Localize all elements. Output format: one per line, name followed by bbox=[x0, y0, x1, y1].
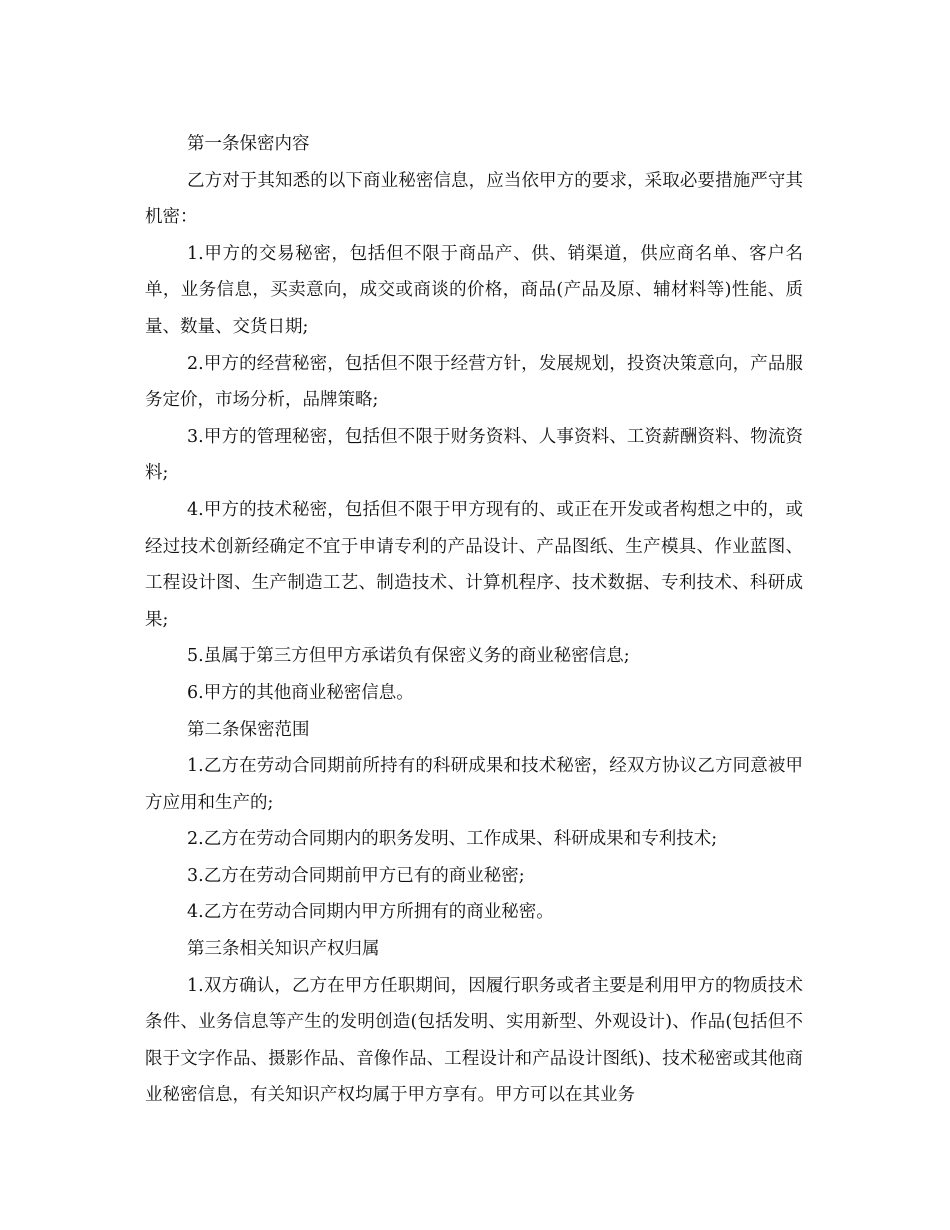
list-item: 3.甲方的管理秘密，包括但不限于财务资料、人事资料、工资薪酬资料、物流资料; bbox=[145, 426, 803, 484]
list-item: 4.乙方在劳动合同期内甲方所拥有的商业秘密。 bbox=[187, 902, 554, 923]
list-item: 6.甲方的其他商业秘密信息。 bbox=[187, 682, 414, 703]
list-item: 1.甲方的交易秘密，包括但不限于商品产、供、销渠道，供应商名单、客户名单，业务信息，买卖意向，成交或商谈的价格，商品(产品及原、辅材料等)性能、质量、数量、交货日期; bbox=[145, 243, 803, 337]
document-body bbox=[145, 126, 803, 1114]
section-heading-3: 第三条相关知识产权归属 bbox=[187, 939, 380, 960]
list-item: 4.甲方的技术秘密，包括但不限于甲方现有的、或正在开发或者构想之中的，或经过技术创新经确定不宜于申请专利的产品设计、产品图纸、生产模具、作业蓝图、工程设计图、生产制造工艺、制造技术、计算机程序、技术数据、专利技术、科研成果; bbox=[145, 499, 803, 630]
list-item: 2.乙方在劳动合同期内的职务发明、工作成果、科研成果和专利技术; bbox=[187, 829, 718, 850]
section-heading-2: 第二条保密范围 bbox=[187, 719, 310, 740]
list-item: 1.乙方在劳动合同期前所持有的科研成果和技术秘密，经双方协议乙方同意被甲方应用和生产的; bbox=[145, 756, 803, 813]
list-item: 5.虽属于第三方但甲方承诺负有保密义务的商业秘密信息; bbox=[187, 646, 630, 667]
list-item: 1.双方确认，乙方在甲方任职期间，因履行职务或者主要是利用甲方的物质技术条件、业务信息等产生的发明创造(包括发明、实用新型、外观设计)、作品(包括但不限于文字作品、摄影作品、音像作品、工程设计和产品设计图纸)、技术秘密或其他商业秘密信息，有关知识产权均属于甲方享有。甲方可以在其业务 bbox=[145, 975, 803, 1106]
list-item: 3.乙方在劳动合同期前甲方已有的商业秘密; bbox=[187, 865, 525, 886]
paragraph: 乙方对于其知悉的以下商业秘密信息，应当依甲方的要求，采取必要措施严守其机密： bbox=[145, 170, 803, 228]
section-heading-1: 第一条保密内容 bbox=[187, 134, 310, 154]
list-item: 2.甲方的经营秘密，包括但不限于经营方针，发展规划，投资决策意向，产品服务定价，市场分析，品牌策略; bbox=[145, 353, 803, 411]
